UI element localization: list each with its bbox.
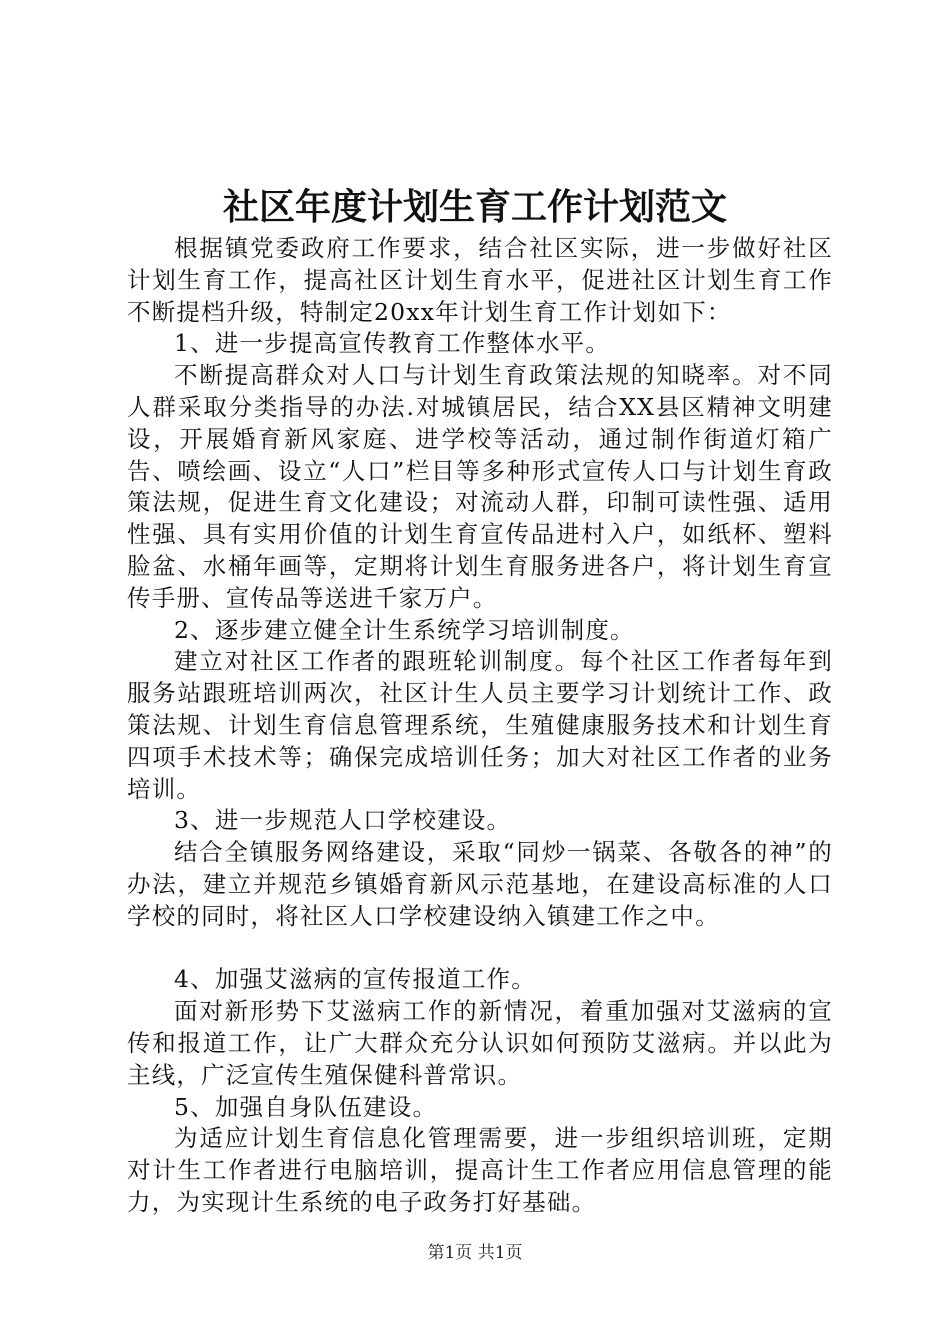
blank-line [127, 933, 833, 965]
section-paragraph-2: 建立对社区工作者的跟班轮训制度。每个社区工作者每年到服务站跟班培训两次，社区计生人员主要学习计划统计工作、政策法规、计划生育信息管理系统，生殖健康服务技术和计划生育四项手术技术等；确保完成培训任务；加大对社区工作者的业务培训。 [127, 647, 833, 803]
section-heading-2: 2、逐步建立健全计生系统学习培训制度。 [174, 615, 635, 644]
section-heading-1: 1、进一步提高宣传教育工作整体水平。 [174, 329, 611, 358]
document-title: 社区年度计划生育工作计划范文 [222, 186, 727, 228]
section-heading-3: 3、进一步规范人口学校建设。 [174, 806, 512, 835]
intro-paragraph: 根据镇党委政府工作要求，结合社区实际，进一步做好社区计划生育工作，提高社区计划生育水平，促进社区计划生育工作不断提档升级，特制定20xx年计划生育工作计划如下： [127, 234, 833, 326]
document-body [127, 233, 833, 1219]
section-heading-4: 4、加强艾滋病的宣传报道工作。 [174, 965, 536, 994]
section-paragraph-5: 为适应计划生育信息化管理需要，进一步组织培训班，定期对计生工作者进行电脑培训，提高计生工作者应用信息管理的能力，为实现计生系统的电子政务打好基础。 [127, 1124, 833, 1216]
section-paragraph-1: 不断提高群众对人口与计划生育政策法规的知晓率。对不同人群采取分类指导的办法.对城镇居民，结合XX县区精神文明建设，开展婚育新风家庭、进学校等活动，通过制作街道灯箱广告、喷绘画、设立“人口”栏目等多种形式宣传人口与计划生育政策法规，促进生育文化建设；对流动人群，印制可读性强、适用性强、具有实用价值的计划生育宣传品进村入户，如纸杯、塑料脸盆、水桶年画等，定期将计划生育服务进各户，将计划生育宣传手册、宣传品等送进千家万户。 [127, 361, 833, 612]
section-paragraph-4: 面对新形势下艾滋病工作的新情况，着重加强对艾滋病的宣传和报道工作，让广大群众充分认识如何预防艾滋病。并以此为主线，广泛宣传生殖保健科普常识。 [127, 997, 833, 1089]
section-paragraph-3: 结合全镇服务网络建设，采取“同炒一锅菜、各敬各的神”的办法，建立并规范乡镇婚育新风示范基地，在建设高标准的人口学校的同时，将社区人口学校建设纳入镇建工作之中。 [127, 838, 833, 930]
section-heading-5: 5、加强自身队伍建设。 [174, 1092, 438, 1121]
page-number-footer: 第1页 共1页 [427, 1243, 523, 1263]
